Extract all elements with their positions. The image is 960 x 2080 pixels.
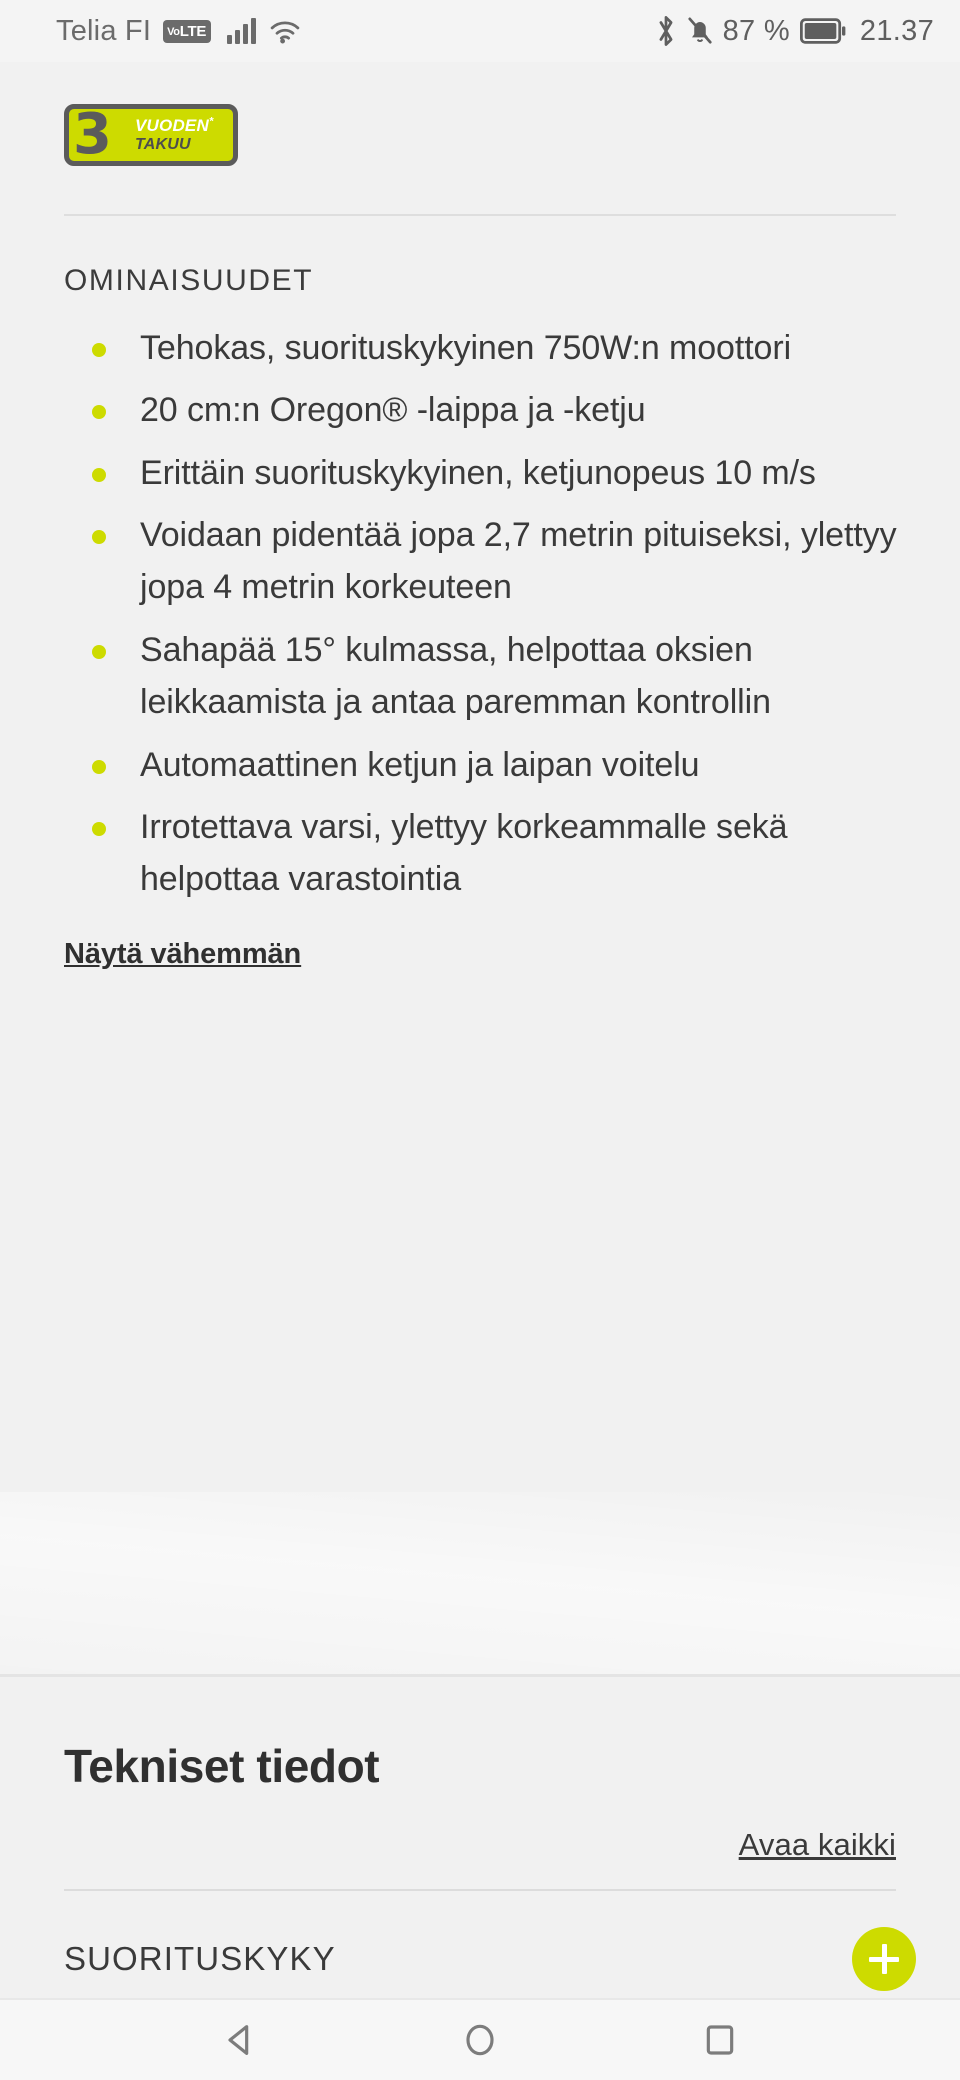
features-heading: OMINAISUUDET <box>64 264 314 297</box>
list-item <box>64 624 900 729</box>
bluetooth-icon <box>655 14 677 48</box>
list-item <box>64 447 900 499</box>
tech-specs-title: Tekniset tiedot <box>64 1740 380 1792</box>
list-item-text: Automaattinen ketjun ja laipan voitelu <box>140 745 700 784</box>
warranty-line1: VUODEN* <box>135 115 214 135</box>
volte-badge: VoLTE <box>163 20 211 43</box>
status-bar <box>0 0 960 62</box>
list-item-text: Voidaan pidentää jopa 2,7 metrin pituiseksi, ylettyy jopa 4 metrin korkeuteen <box>140 516 897 607</box>
warranty-badge-wrap <box>0 62 960 166</box>
bullet-icon <box>92 760 106 774</box>
clock-label: 21.37 <box>859 14 934 47</box>
android-nav-bar <box>0 1998 960 2080</box>
recents-square-icon[interactable] <box>675 2010 765 2070</box>
list-item <box>64 739 900 791</box>
spec-row-label: SUORITUSKYKY <box>64 1940 336 1977</box>
list-item <box>64 322 900 374</box>
spec-row-suorituskyky[interactable] <box>0 1891 960 1991</box>
bullet-icon <box>92 822 106 836</box>
warranty-text <box>135 116 213 153</box>
tech-specs-section <box>0 1677 960 1998</box>
bullet-icon <box>92 343 106 357</box>
show-less-link[interactable]: Näytä vähemmän <box>64 937 302 970</box>
open-all-link[interactable]: Avaa kaikki <box>738 1827 896 1862</box>
home-circle-icon[interactable] <box>435 2010 525 2070</box>
expand-plus-button[interactable] <box>852 1927 916 1991</box>
warranty-asterisk: * <box>208 115 214 128</box>
status-bar-right <box>655 14 934 48</box>
carrier-label: Telia FI <box>56 14 152 47</box>
warranty-line2: TAKUU <box>135 135 191 153</box>
back-triangle-icon[interactable] <box>195 2010 285 2070</box>
signal-bars-icon <box>227 18 256 44</box>
status-bar-left <box>56 15 302 48</box>
bullet-icon <box>92 468 106 482</box>
bullet-icon <box>92 645 106 659</box>
warranty-badge <box>64 104 238 166</box>
features-list <box>0 298 960 906</box>
list-item-text: Erittäin suorituskykyinen, ketjunopeus 10 m/s <box>140 453 816 492</box>
list-item-text: 20 cm:n Oregon® -laippa ja -ketju <box>140 391 646 430</box>
list-item-text: Sahapää 15° kulmassa, helpottaa oksien leikkaamista ja antaa paremman kontrollin <box>140 630 771 722</box>
list-item-text: Irrotettava varsi, ylettyy korkeammalle sekä helpottaa varastointia <box>140 807 788 899</box>
wifi-icon <box>268 17 302 45</box>
bullet-icon <box>92 530 106 544</box>
gradient-overlay <box>0 1492 960 1692</box>
list-item <box>64 801 900 906</box>
list-item <box>64 384 900 436</box>
page-content <box>0 62 960 1998</box>
list-item-text: Tehokas, suorituskykyinen 750W:n moottori <box>140 329 792 367</box>
bullet-icon <box>92 405 106 419</box>
list-item <box>64 509 900 614</box>
warranty-number: 3 <box>73 104 110 166</box>
battery-icon <box>800 17 846 45</box>
battery-percent-label: 87 % <box>722 14 790 47</box>
mute-bell-icon <box>687 15 713 47</box>
open-all-row <box>0 1793 960 1863</box>
